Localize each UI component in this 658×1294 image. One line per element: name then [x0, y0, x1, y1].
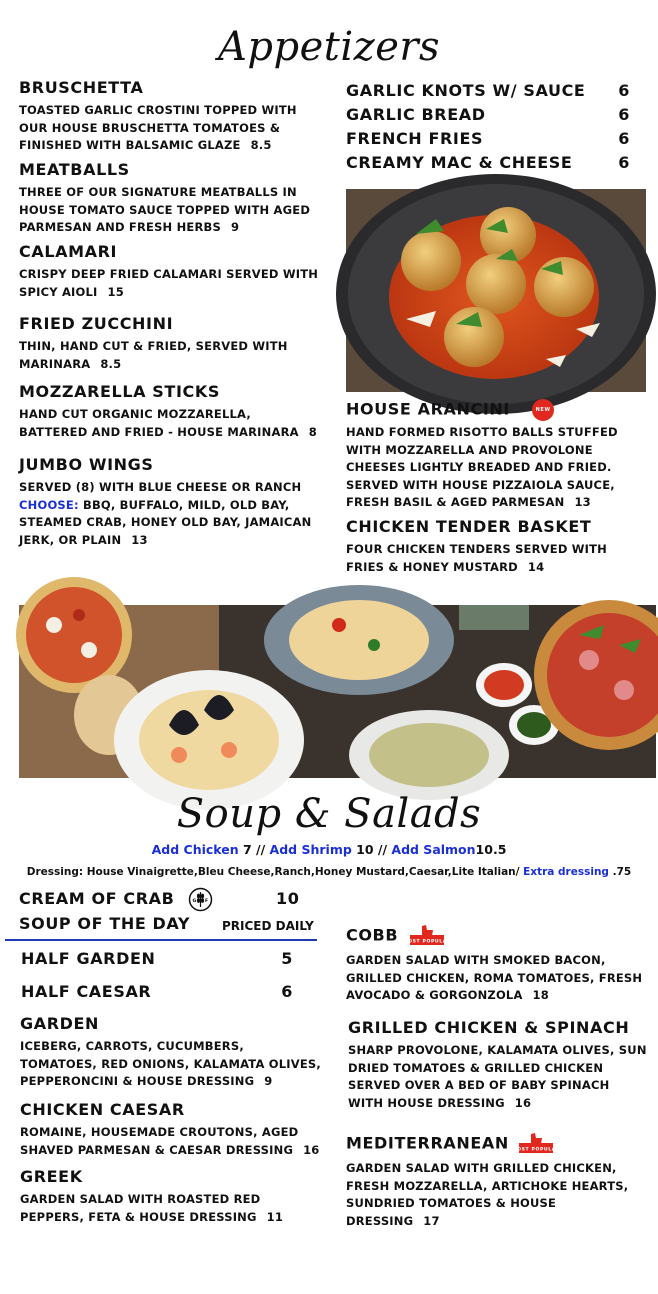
- item-price: 9: [264, 1074, 273, 1088]
- item-desc: ICEBERG, CARROTS, CUCUMBERS, TOMATOES, RED ONIONS, KALAMATA OLIVES, PEPPERONCINI & HOUSE DRESSING 9: [20, 1039, 321, 1088]
- most-popular-badge-icon: [403, 924, 452, 948]
- bruschetta-item: [19, 78, 319, 155]
- item-desc: GARDEN SALAD WITH SMOKED BACON, GRILLED CHICKEN, ROMA TOMATOES, FRESH AVOCADO & GORGONZOLA 18: [346, 953, 643, 1002]
- cobb-salad-item: [346, 924, 650, 1005]
- gluten-free-icon: [188, 887, 213, 916]
- side-item: GARLIC KNOTS W/ SAUCE 6: [346, 81, 630, 100]
- item-price: 15: [107, 284, 124, 299]
- item-price: 8.5: [250, 138, 272, 152]
- item-name: HOUSE ARANCINI NEW: [346, 399, 650, 421]
- item-desc: SERVED (8) WITH BLUE CHEESE OR RANCH CHOOSE: BBQ, BUFFALO, MILD, OLD BAY, STEAMED CRAB, HONEY OLD BAY, JAMAICAN JERK, OR PLAIN 13: [19, 480, 312, 547]
- extra-dressing-label: Extra dressing: [523, 866, 609, 878]
- greek-salad-item: [20, 1167, 320, 1226]
- item-name: BRUSCHETTA: [19, 78, 144, 97]
- chicken-tender-basket-item: [346, 517, 646, 576]
- side-item: CREAMY MAC & CHEESE 6: [346, 153, 630, 172]
- divider-line: [5, 939, 317, 941]
- soups-title: Soup & Salads: [176, 791, 482, 837]
- item-desc: HAND FORMED RISOTTO BALLS STUFFED WITH MOZZARELLA AND PROVOLONE CHEESES LIGHTLY BREADED AND FRIED. SERVED WITH HOUSE PIZZAIOLA SAUCE, FRESH BASIL & AGED PARMESAN 13: [346, 425, 618, 509]
- side-item: GARLIC BREAD 6: [346, 105, 630, 124]
- most-popular-badge-icon: [511, 1132, 561, 1156]
- soup-of-day-name: SOUP OF THE DAY: [19, 914, 191, 933]
- item-name: CHICKEN CAESAR: [20, 1100, 185, 1119]
- item-price: 17: [423, 1213, 440, 1228]
- item-price: 8: [308, 424, 317, 439]
- food-banner-photo: [19, 605, 656, 778]
- fried-zucchini-item: [19, 314, 319, 373]
- arancini-photo: [346, 189, 646, 392]
- item-name: MOZZARELLA STICKS: [19, 382, 220, 401]
- item-name: GREEK: [20, 1167, 83, 1186]
- item-name: GRILLED CHICKEN & SPINACH: [348, 1018, 630, 1037]
- new-badge-icon: NEW: [532, 399, 554, 421]
- mozzarella-sticks-item: [19, 382, 319, 441]
- item-name: JUMBO WINGS: [19, 455, 154, 474]
- item-price: 13: [574, 495, 591, 509]
- item-price: 18: [532, 988, 549, 1002]
- svg-text:MOST POPULAR: MOST POPULAR: [511, 1147, 561, 1153]
- item-desc: THREE OF OUR SIGNATURE MEATBALLS IN HOUSE TOMATO SAUCE TOPPED WITH AGED PARMESAN AND FRESH HERBS 9: [19, 185, 311, 234]
- item-desc: SHARP PROVOLONE, KALAMATA OLIVES, SUN DRIED TOMATOES & GRILLED CHICKEN SERVED OVER A BED OF BABY SPINACH WITH HOUSE DRESSING 16: [348, 1043, 647, 1110]
- item-name: COBB MOST POPULAR: [346, 924, 650, 948]
- calamari-item: [19, 242, 319, 301]
- item-desc: THIN, HAND CUT & FRIED, SERVED WITH MARINARA 8.5: [19, 339, 288, 371]
- item-name: CALAMARI: [19, 242, 118, 261]
- item-name: CHICKEN TENDER BASKET: [346, 517, 592, 536]
- chicken-caesar-item: [20, 1100, 320, 1159]
- item-name: MEDITERRANEAN MOST POPULAR: [346, 1132, 646, 1156]
- half-caesar-item: HALF CAESAR 6: [21, 982, 293, 1001]
- add-shrimp-label: Add Shrimp: [269, 842, 352, 857]
- item-price: 8.5: [100, 356, 122, 371]
- item-price: 14: [527, 559, 545, 574]
- svg-text:F: F: [205, 899, 209, 904]
- mediterranean-salad-item: [346, 1132, 646, 1230]
- item-name: FRIED ZUCCHINI: [19, 314, 174, 333]
- item-price: 16: [303, 1142, 320, 1157]
- choose-label: CHOOSE:: [19, 497, 79, 512]
- item-price: 9: [230, 220, 240, 234]
- jumbo-wings-item: [19, 455, 319, 549]
- item-desc: CRISPY DEEP FRIED CALAMARI SERVED WITH SPICY AIOLI 15: [19, 267, 319, 299]
- svg-text:G: G: [192, 899, 197, 904]
- appetizers-title: Appetizers: [217, 24, 441, 70]
- garden-salad-item: [20, 1014, 324, 1091]
- dressing-line: Dressing: House Vinaigrette,Bleu Cheese,Ranch,Honey Mustard,Caesar,Lite Italian/ Extra dressing .75: [26, 866, 632, 878]
- soup-of-day-price: PRICED DAILY: [222, 919, 314, 933]
- half-garden-item: HALF GARDEN 5: [21, 949, 293, 968]
- item-name: MEATBALLS: [19, 160, 130, 179]
- item-desc: GARDEN SALAD WITH GRILLED CHICKEN, FRESH MOZZARELLA, ARTICHOKE HEARTS, SUNDRIED TOMATOES & HOUSE DRESSING 17: [346, 1161, 629, 1228]
- cream-of-crab-name: CREAM OF CRAB: [19, 889, 175, 908]
- sides-list: [346, 81, 630, 177]
- item-desc: FOUR CHICKEN TENDERS SERVED WITH FRIES & HONEY MUSTARD 14: [346, 542, 608, 574]
- side-item: FRENCH FRIES 6: [346, 129, 630, 148]
- house-arancini-item: [346, 399, 650, 512]
- item-price: 13: [131, 532, 148, 547]
- item-desc: HAND CUT ORGANIC MOZZARELLA, BATTERED AND FRIED - HOUSE MARINARA 8: [19, 407, 317, 439]
- item-price: 11: [266, 1209, 284, 1224]
- cream-of-crab-price: 10: [276, 889, 300, 908]
- add-salmon-label: Add Salmon: [391, 842, 476, 857]
- addons-line: Add Chicken 7 // Add Shrimp 10 // Add Salmon10.5: [151, 842, 507, 857]
- grilled-chicken-spinach-item: [348, 1018, 648, 1112]
- add-chicken-label: Add Chicken: [151, 842, 239, 857]
- item-price: 16: [514, 1095, 532, 1110]
- item-desc: ROMAINE, HOUSEMADE CROUTONS, AGED SHAVED PARMESAN & CAESAR DRESSING 16: [20, 1125, 320, 1157]
- item-desc: TOASTED GARLIC CROSTINI TOPPED WITH OUR HOUSE BRUSCHETTA TOMATOES & FINISHED WITH BALSAMIC GLAZE 8.5: [19, 103, 297, 152]
- svg-text:MOST POPULAR: MOST POPULAR: [403, 939, 452, 945]
- item-name: GARDEN: [20, 1014, 100, 1033]
- meatballs-item: [19, 160, 319, 237]
- item-desc: GARDEN SALAD WITH ROASTED RED PEPPERS, FETA & HOUSE DRESSING 11: [20, 1192, 284, 1224]
